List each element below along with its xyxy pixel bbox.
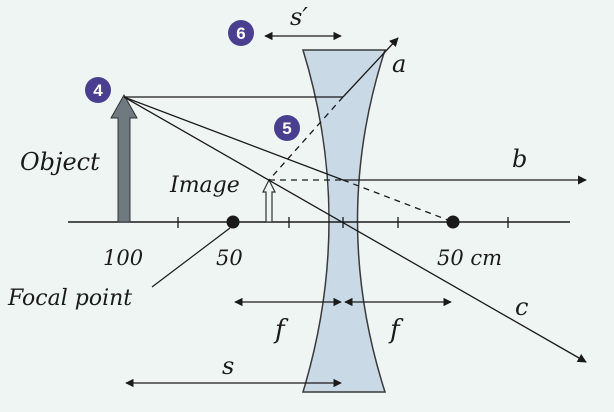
step-marker-6 <box>228 20 254 46</box>
ray-a-label: a <box>392 50 407 78</box>
tick-label-50-cm-right: 50 cm <box>437 246 503 270</box>
step-marker-6-number: 6 <box>236 24 246 43</box>
step-marker-4 <box>85 77 111 103</box>
tick-label-100: 100 <box>103 246 144 270</box>
focal-point-right <box>447 216 460 229</box>
focal-length-label-left: f <box>275 315 285 345</box>
step-marker-4-number: 4 <box>93 81 103 100</box>
image-distance-label: s′ <box>290 3 308 31</box>
tick-label-50-left: 50 <box>216 246 243 270</box>
ray-b-label: b <box>512 145 528 173</box>
step-marker-5 <box>274 115 300 141</box>
focal-length-label-right: f <box>390 315 400 345</box>
step-marker-5-number: 5 <box>282 119 292 138</box>
object-distance-label: s <box>222 352 235 380</box>
focal-point-label: Focal point <box>8 286 133 311</box>
focal-point-left <box>227 216 240 229</box>
ray-c-label: c <box>515 293 529 321</box>
image-label: Image <box>170 173 240 198</box>
object-label: Object <box>20 148 100 176</box>
